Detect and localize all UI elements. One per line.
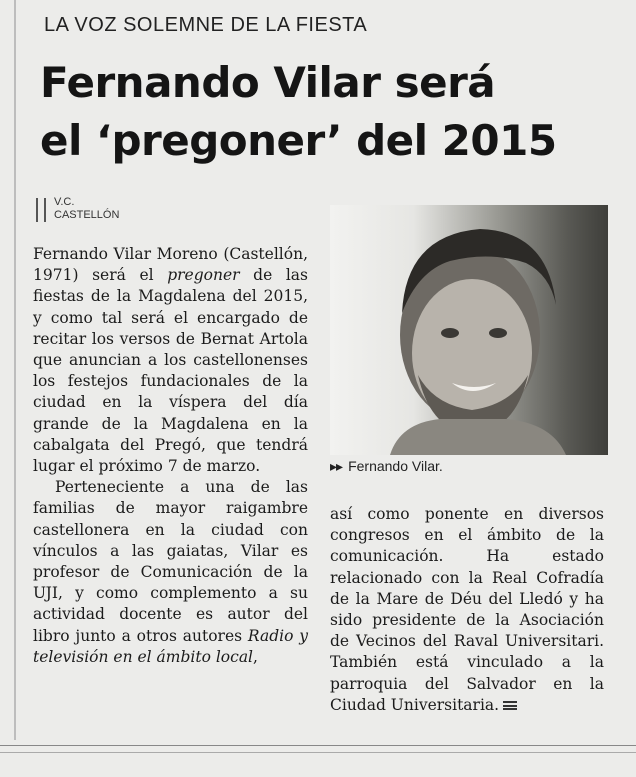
photo-caption [330,458,443,475]
headline-line-2: el ‘pregoner’ del 2015 [40,116,557,165]
portrait-illustration [330,205,608,455]
byline-place: CASTELLÓN [54,209,120,221]
article-column-1 [33,244,308,668]
byline-bars-icon [36,198,46,222]
paragraph-1-text-b: de las fiestas de la Magdalena del 2015, y como tal será el encargado de recitar los versos de Bernat Artola que anuncian a los castellonenses los festejos fundacionales de la ciudad en la víspera del día grande de la Magdalena en la cabalgata del Pregó, que tendrá lugar el próximo 7 de marzo. [33,266,308,476]
section-kicker: LA VOZ SOLEMNE DE LA FIESTA [44,14,368,36]
headline [40,54,620,170]
headline-line-1: Fernando Vilar será [40,58,496,107]
paragraph-2-text-b: , [253,647,258,666]
paragraph-1-emphasis: pregoner [167,266,240,285]
paragraph-1 [33,244,308,477]
caption-arrows-icon: ▸▸ [330,458,343,474]
bottom-rule-secondary [0,752,636,753]
byline-author: V.C. [54,196,75,208]
book-title: Radio y televisión en el ámbito local [33,626,308,666]
portrait-photo [330,205,608,455]
paragraph-1-text-a: Fernando Vilar Moreno (Castellón, 1971) será el [33,245,308,285]
paragraph-2-text-a: Perteneciente a una de las familias de mayor raigambre castellonera en la ciudad con vínculos a las gaiatas, Vilar es profesor de Comunicación de la UJI, y como complemento a su actividad docente es autor del libro junto a otros autores [33,478,308,645]
bottom-rule [0,745,636,746]
end-of-article-icon [503,701,517,710]
paragraph-2-continued [330,504,604,716]
paragraph-2 [33,477,308,668]
caption-text: Fernando Vilar. [348,458,443,474]
article-column-2 [330,504,604,716]
column-rule [14,0,16,740]
paragraph-2-continued-text: así como ponente en diversos congresos en el ámbito de la comunicación. Ha estado relacionado con la Real Cofradía de la Mare de Déu del Lledó y ha sido presidente de la Asociación de Vecinos del Raval Universitari. También está vinculado a la parroquia del Salvador en la Ciudad Universitaria. [330,505,604,714]
